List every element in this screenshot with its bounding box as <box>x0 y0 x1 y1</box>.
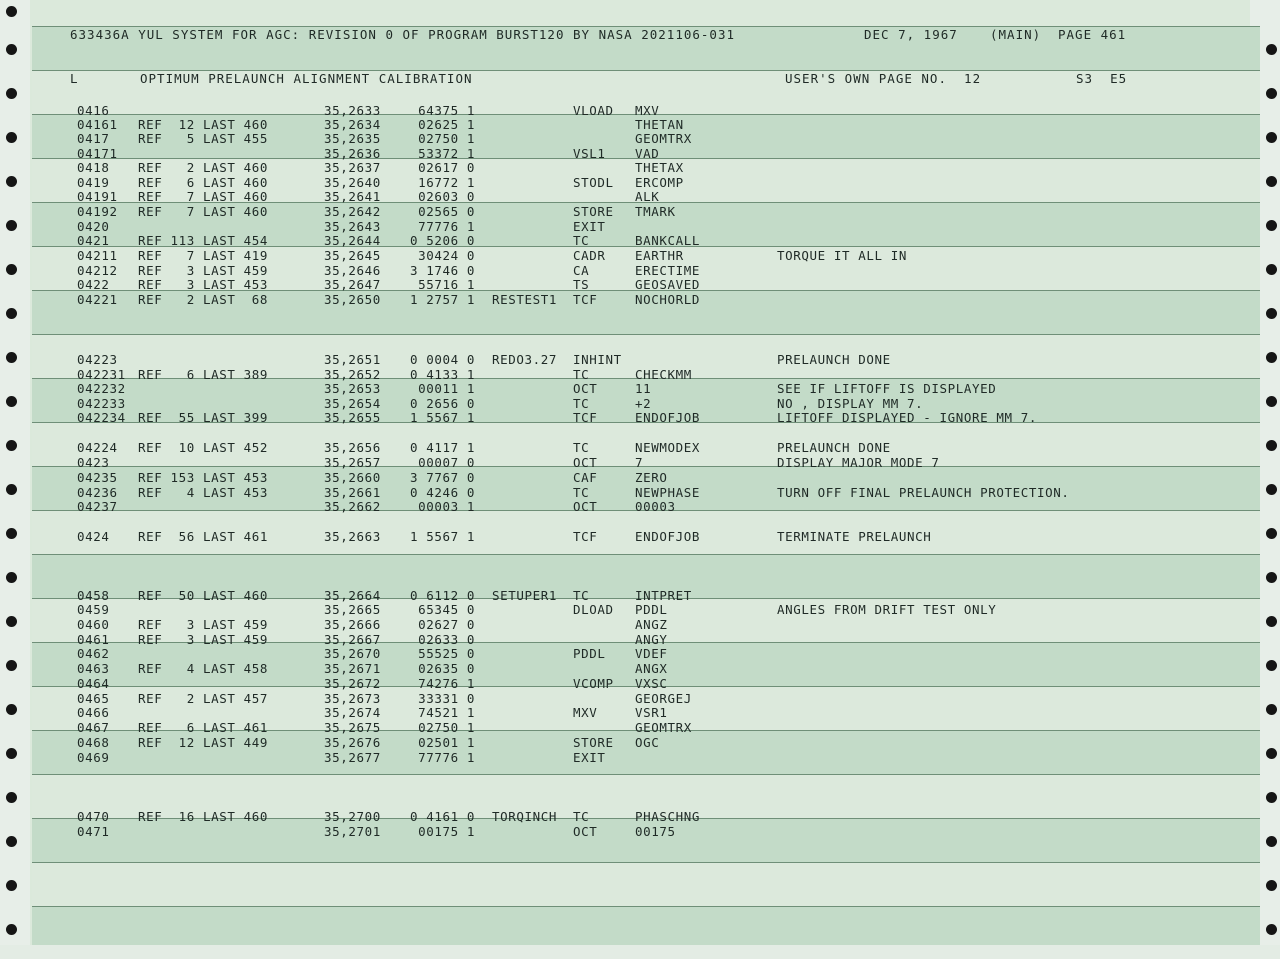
octal-word: 30424 0 <box>418 248 475 263</box>
octal-word: 0 4117 1 <box>409 440 475 455</box>
card-number: 042233 <box>77 396 126 411</box>
reference: REF 2 LAST 457 <box>138 691 269 706</box>
operand: ERECTIME <box>635 263 701 278</box>
address: 35,2671 <box>324 661 381 676</box>
operand: GEOSAVED <box>635 277 701 292</box>
opcode: TC <box>573 233 590 248</box>
opcode: STODL <box>573 175 614 190</box>
octal-word: 00011 1 <box>418 381 475 396</box>
opcode: TC <box>573 588 590 603</box>
octal-word: 65345 0 <box>418 602 475 617</box>
tractor-hole <box>6 176 17 187</box>
tractor-hole <box>6 308 17 319</box>
tractor-hole <box>1266 264 1277 275</box>
page-codes: S3 E5 <box>1076 71 1128 86</box>
operand: ERCOMP <box>635 175 684 190</box>
operand: GEOMTRX <box>635 720 692 735</box>
comment: SEE IF LIFTOFF IS DISPLAYED <box>777 381 997 396</box>
octal-word: 02750 1 <box>418 720 475 735</box>
opcode: STORE <box>573 735 614 750</box>
operand: CHECKMM <box>635 367 692 382</box>
address: 35,2636 <box>324 146 381 161</box>
opcode: INHINT <box>573 352 622 367</box>
octal-word: 02750 1 <box>418 131 475 146</box>
card-number: 0459 <box>77 602 110 617</box>
operand: ALK <box>635 189 660 204</box>
comment: LIFTOFF DISPLAYED - IGNORE MM 7. <box>777 410 1038 425</box>
reference: REF 55 LAST 399 <box>138 410 269 425</box>
opcode: CA <box>573 263 590 278</box>
octal-word: 74521 1 <box>418 705 475 720</box>
reference: REF 12 LAST 460 <box>138 117 269 132</box>
octal-word: 3 7767 0 <box>409 470 475 485</box>
card-number: 0465 <box>77 691 110 706</box>
opcode: OCT <box>573 381 598 396</box>
card-number: 04161 <box>77 117 118 132</box>
card-number: 0422 <box>77 277 110 292</box>
address: 35,2641 <box>324 189 381 204</box>
card-number: 042234 <box>77 410 126 425</box>
card-number: 042231 <box>77 367 126 382</box>
card-number: 0418 <box>77 160 110 175</box>
card-number: 0462 <box>77 646 110 661</box>
tractor-hole <box>1266 748 1277 759</box>
operand: BANKCALL <box>635 233 701 248</box>
tractor-hole <box>1266 792 1277 803</box>
octal-word: 02627 0 <box>418 617 475 632</box>
octal-word: 02501 1 <box>418 735 475 750</box>
tractor-hole <box>1266 308 1277 319</box>
card-number: 04236 <box>77 485 118 500</box>
octal-word: 55716 1 <box>418 277 475 292</box>
tractor-hole <box>6 352 17 363</box>
comment: PRELAUNCH DONE <box>777 440 891 455</box>
tractor-hole <box>1266 660 1277 671</box>
reference: REF 56 LAST 461 <box>138 529 269 544</box>
reference: REF 7 LAST 419 <box>138 248 269 263</box>
rule-line <box>32 862 1260 863</box>
reference: REF 7 LAST 460 <box>138 189 269 204</box>
paper-band <box>32 906 1260 946</box>
job-line: 633436A YUL SYSTEM FOR AGC: REVISION 0 OF PROGRAM BURST120 BY NASA 2021106-031 <box>70 27 735 42</box>
card-number: 0466 <box>77 705 110 720</box>
tractor-hole <box>6 44 17 55</box>
opcode: TC <box>573 809 590 824</box>
address: 35,2674 <box>324 705 381 720</box>
octal-word: 00175 1 <box>418 824 475 839</box>
card-number: 0468 <box>77 735 110 750</box>
operand: NEWMODEX <box>635 440 701 455</box>
rule-line <box>32 906 1260 907</box>
card-number: 04211 <box>77 248 118 263</box>
reference: REF 3 LAST 453 <box>138 277 269 292</box>
print-section: (MAIN) <box>990 27 1042 42</box>
card-number: 04237 <box>77 499 118 514</box>
opcode: STORE <box>573 204 614 219</box>
log-section-title: OPTIMUM PRELAUNCH ALIGNMENT CALIBRATION <box>140 71 473 86</box>
card-number: 0470 <box>77 809 110 824</box>
octal-word: 55525 0 <box>418 646 475 661</box>
opcode: OCT <box>573 455 598 470</box>
address: 35,2663 <box>324 529 381 544</box>
operand: TMARK <box>635 204 676 219</box>
operand: EARTHR <box>635 248 684 263</box>
opcode: TCF <box>573 410 598 425</box>
tractor-hole <box>1266 880 1277 891</box>
octal-word: 0 4246 0 <box>409 485 475 500</box>
operand: +2 <box>635 396 652 411</box>
card-number: 0460 <box>77 617 110 632</box>
tractor-hole <box>1266 440 1277 451</box>
card-number: 0463 <box>77 661 110 676</box>
operand: ENDOFJOB <box>635 410 701 425</box>
address: 35,2652 <box>324 367 381 382</box>
card-number: 0458 <box>77 588 110 603</box>
card-number: 0471 <box>77 824 110 839</box>
rule-line <box>32 466 1260 467</box>
octal-word: 16772 1 <box>418 175 475 190</box>
reference: REF 12 LAST 449 <box>138 735 269 750</box>
operand: ANGY <box>635 632 668 647</box>
address: 35,2654 <box>324 396 381 411</box>
address: 35,2665 <box>324 602 381 617</box>
tractor-hole <box>6 660 17 671</box>
address: 35,2673 <box>324 691 381 706</box>
tractor-hole <box>6 6 17 17</box>
tractor-hole <box>1266 572 1277 583</box>
operand: NEWPHASE <box>635 485 701 500</box>
opcode: DLOAD <box>573 602 614 617</box>
address: 35,2646 <box>324 263 381 278</box>
card-number: 0420 <box>77 219 110 234</box>
comment: DISPLAY MAJOR MODE 7 <box>777 455 940 470</box>
reference: REF 3 LAST 459 <box>138 617 269 632</box>
opcode: OCT <box>573 499 598 514</box>
address: 35,2660 <box>324 470 381 485</box>
address: 35,2670 <box>324 646 381 661</box>
address: 35,2664 <box>324 588 381 603</box>
address: 35,2633 <box>324 103 381 118</box>
address: 35,2657 <box>324 455 381 470</box>
address: 35,2701 <box>324 824 381 839</box>
operand: THETAX <box>635 160 684 175</box>
card-number: 0416 <box>77 103 110 118</box>
tractor-hole <box>6 484 17 495</box>
octal-word: 1 5567 1 <box>409 410 475 425</box>
opcode: TC <box>573 396 590 411</box>
location-label: REDO3.27 <box>492 352 558 367</box>
card-number: 04235 <box>77 470 118 485</box>
tractor-hole <box>6 132 17 143</box>
print-date: DEC 7, 1967 <box>864 27 958 42</box>
octal-word: 53372 1 <box>418 146 475 161</box>
card-number: 042232 <box>77 381 126 396</box>
reference: REF 153 LAST 453 <box>138 470 269 485</box>
address: 35,2637 <box>324 160 381 175</box>
opcode: EXIT <box>573 219 606 234</box>
address: 35,2672 <box>324 676 381 691</box>
reference: REF 10 LAST 452 <box>138 440 269 455</box>
reference: REF 3 LAST 459 <box>138 263 269 278</box>
octal-word: 77776 1 <box>418 750 475 765</box>
operand: OGC <box>635 735 660 750</box>
comment: TERMINATE PRELAUNCH <box>777 529 932 544</box>
tractor-hole <box>1266 616 1277 627</box>
opcode: TS <box>573 277 590 292</box>
operand: 00175 <box>635 824 676 839</box>
octal-word: 02617 0 <box>418 160 475 175</box>
reference: REF 2 LAST 68 <box>138 292 269 307</box>
address: 35,2666 <box>324 617 381 632</box>
rule-line <box>32 774 1260 775</box>
reference: REF 2 LAST 460 <box>138 160 269 175</box>
reference: REF 6 LAST 460 <box>138 175 269 190</box>
octal-word: 74276 1 <box>418 676 475 691</box>
tractor-hole <box>6 792 17 803</box>
tractor-hole <box>6 264 17 275</box>
address: 35,2662 <box>324 499 381 514</box>
card-number: 04221 <box>77 292 118 307</box>
card-number: 0419 <box>77 175 110 190</box>
location-label: SETUPER1 <box>492 588 558 603</box>
octal-word: 33331 0 <box>418 691 475 706</box>
card-number: 0421 <box>77 233 110 248</box>
operand: 7 <box>635 455 644 470</box>
tractor-hole <box>6 220 17 231</box>
address: 35,2650 <box>324 292 381 307</box>
octal-word: 1 2757 1 <box>409 292 475 307</box>
address: 35,2677 <box>324 750 381 765</box>
card-number: 0423 <box>77 455 110 470</box>
card-number: 04224 <box>77 440 118 455</box>
reference: REF 6 LAST 461 <box>138 720 269 735</box>
tractor-hole <box>1266 396 1277 407</box>
comment: ANGLES FROM DRIFT TEST ONLY <box>777 602 997 617</box>
user-page-number: USER'S OWN PAGE NO. 12 <box>785 71 982 86</box>
operand: THETAN <box>635 117 684 132</box>
card-number: 0469 <box>77 750 110 765</box>
address: 35,2661 <box>324 485 381 500</box>
tractor-hole <box>6 396 17 407</box>
operand: ZERO <box>635 470 668 485</box>
comment: PRELAUNCH DONE <box>777 352 891 367</box>
opcode: VSL1 <box>573 146 606 161</box>
operand: INTPRET <box>635 588 692 603</box>
octal-word: 64375 1 <box>418 103 475 118</box>
opcode: EXIT <box>573 750 606 765</box>
operand: VXSC <box>635 676 668 691</box>
tractor-hole <box>1266 528 1277 539</box>
operand: NOCHORLD <box>635 292 701 307</box>
tractor-hole <box>6 572 17 583</box>
address: 35,2700 <box>324 809 381 824</box>
reference: REF 3 LAST 459 <box>138 632 269 647</box>
operand: ENDOFJOB <box>635 529 701 544</box>
tractor-hole <box>6 440 17 451</box>
opcode: VLOAD <box>573 103 614 118</box>
rule-line <box>32 554 1260 555</box>
card-number: 0424 <box>77 529 110 544</box>
operand: ANGZ <box>635 617 668 632</box>
tractor-hole <box>6 616 17 627</box>
opcode: VCOMP <box>573 676 614 691</box>
octal-word: 0 4161 0 <box>409 809 475 824</box>
comment: NO , DISPLAY MM 7. <box>777 396 924 411</box>
tractor-hole <box>6 924 17 935</box>
reference: REF 6 LAST 389 <box>138 367 269 382</box>
opcode: PDDL <box>573 646 606 661</box>
comment: TORQUE IT ALL IN <box>777 248 908 263</box>
octal-word: 77776 1 <box>418 219 475 234</box>
card-number: 0467 <box>77 720 110 735</box>
octal-word: 02565 0 <box>418 204 475 219</box>
operand: GEORGEJ <box>635 691 692 706</box>
tractor-hole <box>1266 836 1277 847</box>
address: 35,2676 <box>324 735 381 750</box>
opcode: TCF <box>573 292 598 307</box>
left-tractor-strip <box>0 0 30 959</box>
reference: REF 113 LAST 454 <box>138 233 269 248</box>
tractor-hole <box>1266 88 1277 99</box>
address: 35,2635 <box>324 131 381 146</box>
octal-word: 0 2656 0 <box>409 396 475 411</box>
page-number: PAGE 461 <box>1058 27 1127 42</box>
operand: VSR1 <box>635 705 668 720</box>
address: 35,2645 <box>324 248 381 263</box>
reference: REF 4 LAST 458 <box>138 661 269 676</box>
card-number: 0417 <box>77 131 110 146</box>
tractor-hole <box>1266 484 1277 495</box>
reference: REF 7 LAST 460 <box>138 204 269 219</box>
reference: REF 16 LAST 460 <box>138 809 269 824</box>
tractor-hole <box>1266 924 1277 935</box>
octal-word: 1 5567 1 <box>409 529 475 544</box>
opcode: TC <box>573 367 590 382</box>
reference: REF 5 LAST 455 <box>138 131 269 146</box>
operand: PHASCHNG <box>635 809 701 824</box>
octal-word: 00003 1 <box>418 499 475 514</box>
tractor-hole <box>6 704 17 715</box>
octal-word: 0 4133 1 <box>409 367 475 382</box>
opcode: TCF <box>573 529 598 544</box>
address: 35,2667 <box>324 632 381 647</box>
tractor-hole <box>1266 352 1277 363</box>
address: 35,2640 <box>324 175 381 190</box>
address: 35,2634 <box>324 117 381 132</box>
address: 35,2651 <box>324 352 381 367</box>
tractor-hole <box>6 748 17 759</box>
operand: VDEF <box>635 646 668 661</box>
tractor-hole <box>1266 132 1277 143</box>
octal-word: 02635 0 <box>418 661 475 676</box>
octal-word: 02625 1 <box>418 117 475 132</box>
address: 35,2653 <box>324 381 381 396</box>
tractor-hole <box>6 528 17 539</box>
opcode: TC <box>573 485 590 500</box>
opcode: CAF <box>573 470 598 485</box>
tractor-hole <box>1266 704 1277 715</box>
octal-word: 0 5206 0 <box>409 233 475 248</box>
log-flag: L <box>70 71 79 86</box>
reference: REF 4 LAST 453 <box>138 485 269 500</box>
rule-line <box>32 334 1260 335</box>
address: 35,2675 <box>324 720 381 735</box>
location-label: RESTEST1 <box>492 292 558 307</box>
operand: 11 <box>635 381 652 396</box>
card-number: 0461 <box>77 632 110 647</box>
tractor-hole <box>6 836 17 847</box>
comment: TURN OFF FINAL PRELAUNCH PROTECTION. <box>777 485 1070 500</box>
octal-word: 02603 0 <box>418 189 475 204</box>
octal-word: 00007 0 <box>418 455 475 470</box>
card-number: 04191 <box>77 189 118 204</box>
tractor-hole <box>6 880 17 891</box>
octal-word: 0 6112 0 <box>409 588 475 603</box>
opcode: CADR <box>573 248 606 263</box>
octal-word: 3 1746 0 <box>409 263 475 278</box>
tractor-hole <box>6 88 17 99</box>
tractor-hole <box>1266 176 1277 187</box>
card-number: 04171 <box>77 146 118 161</box>
octal-word: 0 0004 0 <box>409 352 475 367</box>
address: 35,2642 <box>324 204 381 219</box>
opcode: OCT <box>573 824 598 839</box>
reference: REF 50 LAST 460 <box>138 588 269 603</box>
location-label: TORQINCH <box>492 809 558 824</box>
operand: GEOMTRX <box>635 131 692 146</box>
card-number: 04192 <box>77 204 118 219</box>
opcode: MXV <box>573 705 598 720</box>
address: 35,2643 <box>324 219 381 234</box>
card-number: 04212 <box>77 263 118 278</box>
operand: ANGX <box>635 661 668 676</box>
address: 35,2644 <box>324 233 381 248</box>
address: 35,2656 <box>324 440 381 455</box>
paper-band <box>32 862 1260 906</box>
card-number: 04223 <box>77 352 118 367</box>
opcode: TC <box>573 440 590 455</box>
octal-word: 02633 0 <box>418 632 475 647</box>
card-number: 0464 <box>77 676 110 691</box>
operand: PDDL <box>635 602 668 617</box>
address: 35,2655 <box>324 410 381 425</box>
tractor-hole <box>1266 44 1277 55</box>
address: 35,2647 <box>324 277 381 292</box>
tractor-hole <box>1266 220 1277 231</box>
operand: MXV <box>635 103 660 118</box>
operand: VAD <box>635 146 660 161</box>
operand: 00003 <box>635 499 676 514</box>
paper-edge <box>0 945 1280 959</box>
